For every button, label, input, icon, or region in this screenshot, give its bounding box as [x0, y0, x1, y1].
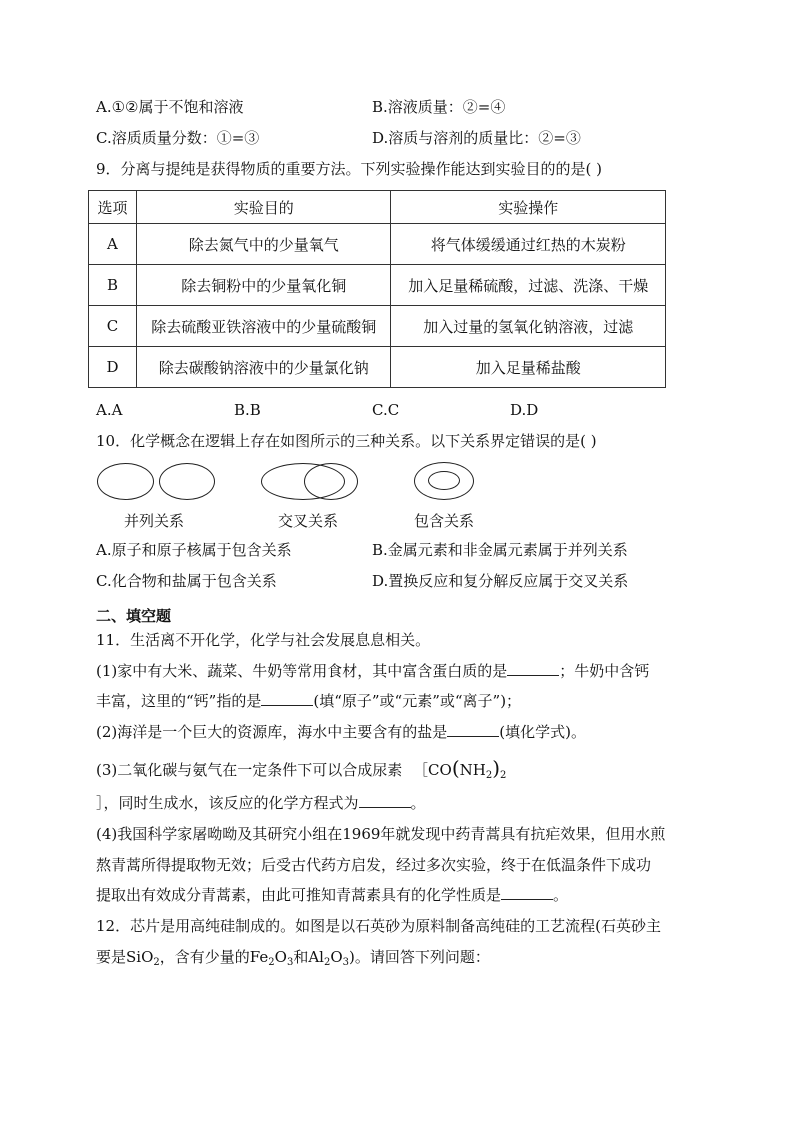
table-row: [89, 224, 666, 265]
formula-subscript: 2: [268, 957, 275, 968]
ellipse-shape: [428, 471, 460, 490]
q12-line1: 12．芯片是用高纯硅制成的。如图是以石英砂为原料制备高纯硅的工艺流程(石英砂主: [96, 917, 661, 935]
table-cell: D: [89, 347, 137, 388]
q11-text: 提取出有效成分青蒿素，由此可推知青蒿素具有的化学性质是: [96, 886, 502, 904]
q11-part4-line2: 熬青蒿所得提取物无效；后受古代药方启发，经过多次实验，终于在低温条件下成功: [96, 856, 652, 874]
q9-option-a: A.A: [96, 401, 123, 419]
formula-subscript: 2: [153, 957, 160, 968]
q11-part3-line2: [96, 793, 426, 813]
urea-formula: $[CO(NH_2)_2$: [413, 756, 507, 781]
q11-stem: 11．生活离不开化学，化学与社会发展息息相关。: [96, 631, 431, 649]
table-cell: B: [89, 265, 137, 306]
ellipse-shape: [159, 463, 215, 500]
q11-text: (3)二氧化碳与氨气在一定条件下可以合成尿素: [96, 761, 403, 779]
q8-option-a: A.①②属于不饱和溶液: [96, 98, 244, 116]
q11-text: 丰富，这里的“钙”指的是: [96, 692, 262, 710]
q11-text: 。: [410, 794, 426, 812]
q11-part1-line2: [96, 691, 521, 711]
q10-option-b: B.金属元素和非金属元素属于并列关系: [372, 541, 628, 559]
q11-text: (填“原子”或“元素”或“离子”)；: [313, 692, 522, 710]
q9-option-d: D.D: [510, 401, 539, 419]
table-header-cell: 实验目的: [136, 191, 391, 224]
formula-part: O: [330, 948, 343, 966]
table-header-cell: 实验操作: [391, 191, 666, 224]
q12-text: 要是: [96, 948, 127, 966]
q10-option-a: A.原子和原子核属于包含关系: [96, 541, 292, 559]
table-header-row: [89, 191, 666, 224]
table-cell: 将气体缓缓通过红热的木炭粉: [391, 224, 666, 265]
table-cell: C: [89, 306, 137, 347]
q11-part2: [96, 722, 586, 742]
formula-part: CO: [428, 761, 452, 779]
ellipse-shape: [304, 463, 358, 500]
q9-option-b: B.B: [234, 401, 261, 419]
q12-line2: [96, 947, 490, 973]
intersect-label: 交叉关系: [278, 512, 339, 530]
q11-text: (1)家中有大米、蔬菜、牛奶等常用食材，其中富含蛋白质的是: [96, 662, 508, 680]
q11-part1-line1: [96, 661, 649, 681]
q11-part4-line3: [96, 885, 568, 905]
table-cell: 加入足量稀盐酸: [391, 347, 666, 388]
q11-part4-line1: (4)我国科学家屠呦呦及其研究小组在1969年就发现中药青蒿具有抗疟效果，但用水煎: [96, 825, 666, 843]
formula-subscript: 2: [500, 770, 507, 781]
formula-subscript: 2: [485, 770, 493, 781]
q8-option-c: C.溶质质量分数：①=③: [96, 129, 260, 147]
formula-subscript: 2: [323, 957, 331, 968]
q9-stem: 9．分离与提纯是获得物质的重要方法。下列实验操作能达到实验目的的是( ): [96, 160, 603, 178]
table-row: [89, 347, 666, 388]
q12-text: 和: [293, 948, 309, 966]
table-cell: 加入过量的氢氧化钠溶液，过滤: [391, 306, 666, 347]
table-cell: 除去碳酸钠溶液中的少量氯化钠: [136, 347, 391, 388]
q12-text: ，含有少量的: [159, 948, 250, 966]
ellipse-shape: [97, 463, 154, 500]
q8-option-d: D.溶质与溶剂的质量比：②=③: [372, 129, 581, 147]
q10-option-c: C.化合物和盐属于包含关系: [96, 572, 277, 590]
table-cell: 除去铜粉中的少量氧化铜: [136, 265, 391, 306]
q10-option-d: D.置换反应和复分解反应属于交叉关系: [372, 572, 629, 590]
q9-option-c: C.C: [372, 401, 400, 419]
table-row: [89, 306, 666, 347]
q8-option-b: B.溶液质量：②=④: [372, 98, 506, 116]
q11-part3-line1: [96, 758, 506, 786]
table-cell: 加入足量稀硫酸，过滤、洗涤、干燥: [391, 265, 666, 306]
answer-blank[interactable]: [501, 885, 553, 900]
q11-text: 。: [553, 886, 569, 904]
q11-text: (2)海洋是一个巨大的资源库，海水中主要含有的盐是: [96, 723, 448, 741]
answer-blank[interactable]: [447, 722, 499, 737]
q11-text: ］，同时生成水，该反应的化学方程式为: [96, 794, 359, 812]
formula-part: O: [274, 948, 287, 966]
formula-subscript: 3: [286, 957, 294, 968]
q11-text: ；牛奶中含钙: [559, 662, 650, 680]
formula-subscript: 3: [342, 957, 350, 968]
section-title: 二、填空题: [96, 607, 172, 625]
contain-label: 包含关系: [414, 512, 475, 530]
table-cell: 除去氮气中的少量氧气: [136, 224, 391, 265]
table-row: [89, 265, 666, 306]
q10-stem: 10．化学概念在逻辑上存在如图所示的三种关系。以下关系界定错误的是( ): [96, 432, 597, 450]
q9-table: [88, 190, 666, 388]
answer-blank[interactable]: [359, 793, 411, 808]
q12-text: )。请回答下列问题：: [349, 948, 490, 966]
answer-blank[interactable]: [507, 661, 559, 676]
formula-part: Al: [308, 948, 324, 966]
parallel-label: 并列关系: [124, 512, 185, 530]
table-cell: 除去硫酸亚铁溶液中的少量硫酸铜: [136, 306, 391, 347]
answer-blank[interactable]: [261, 691, 313, 706]
formula-part: Fe: [249, 948, 269, 966]
table-cell: A: [89, 224, 137, 265]
formula-part: SiO: [126, 948, 154, 966]
formula-part: NH: [459, 761, 486, 779]
table-header-cell: 选项: [89, 191, 137, 224]
q11-text: (填化学式)。: [499, 723, 586, 741]
